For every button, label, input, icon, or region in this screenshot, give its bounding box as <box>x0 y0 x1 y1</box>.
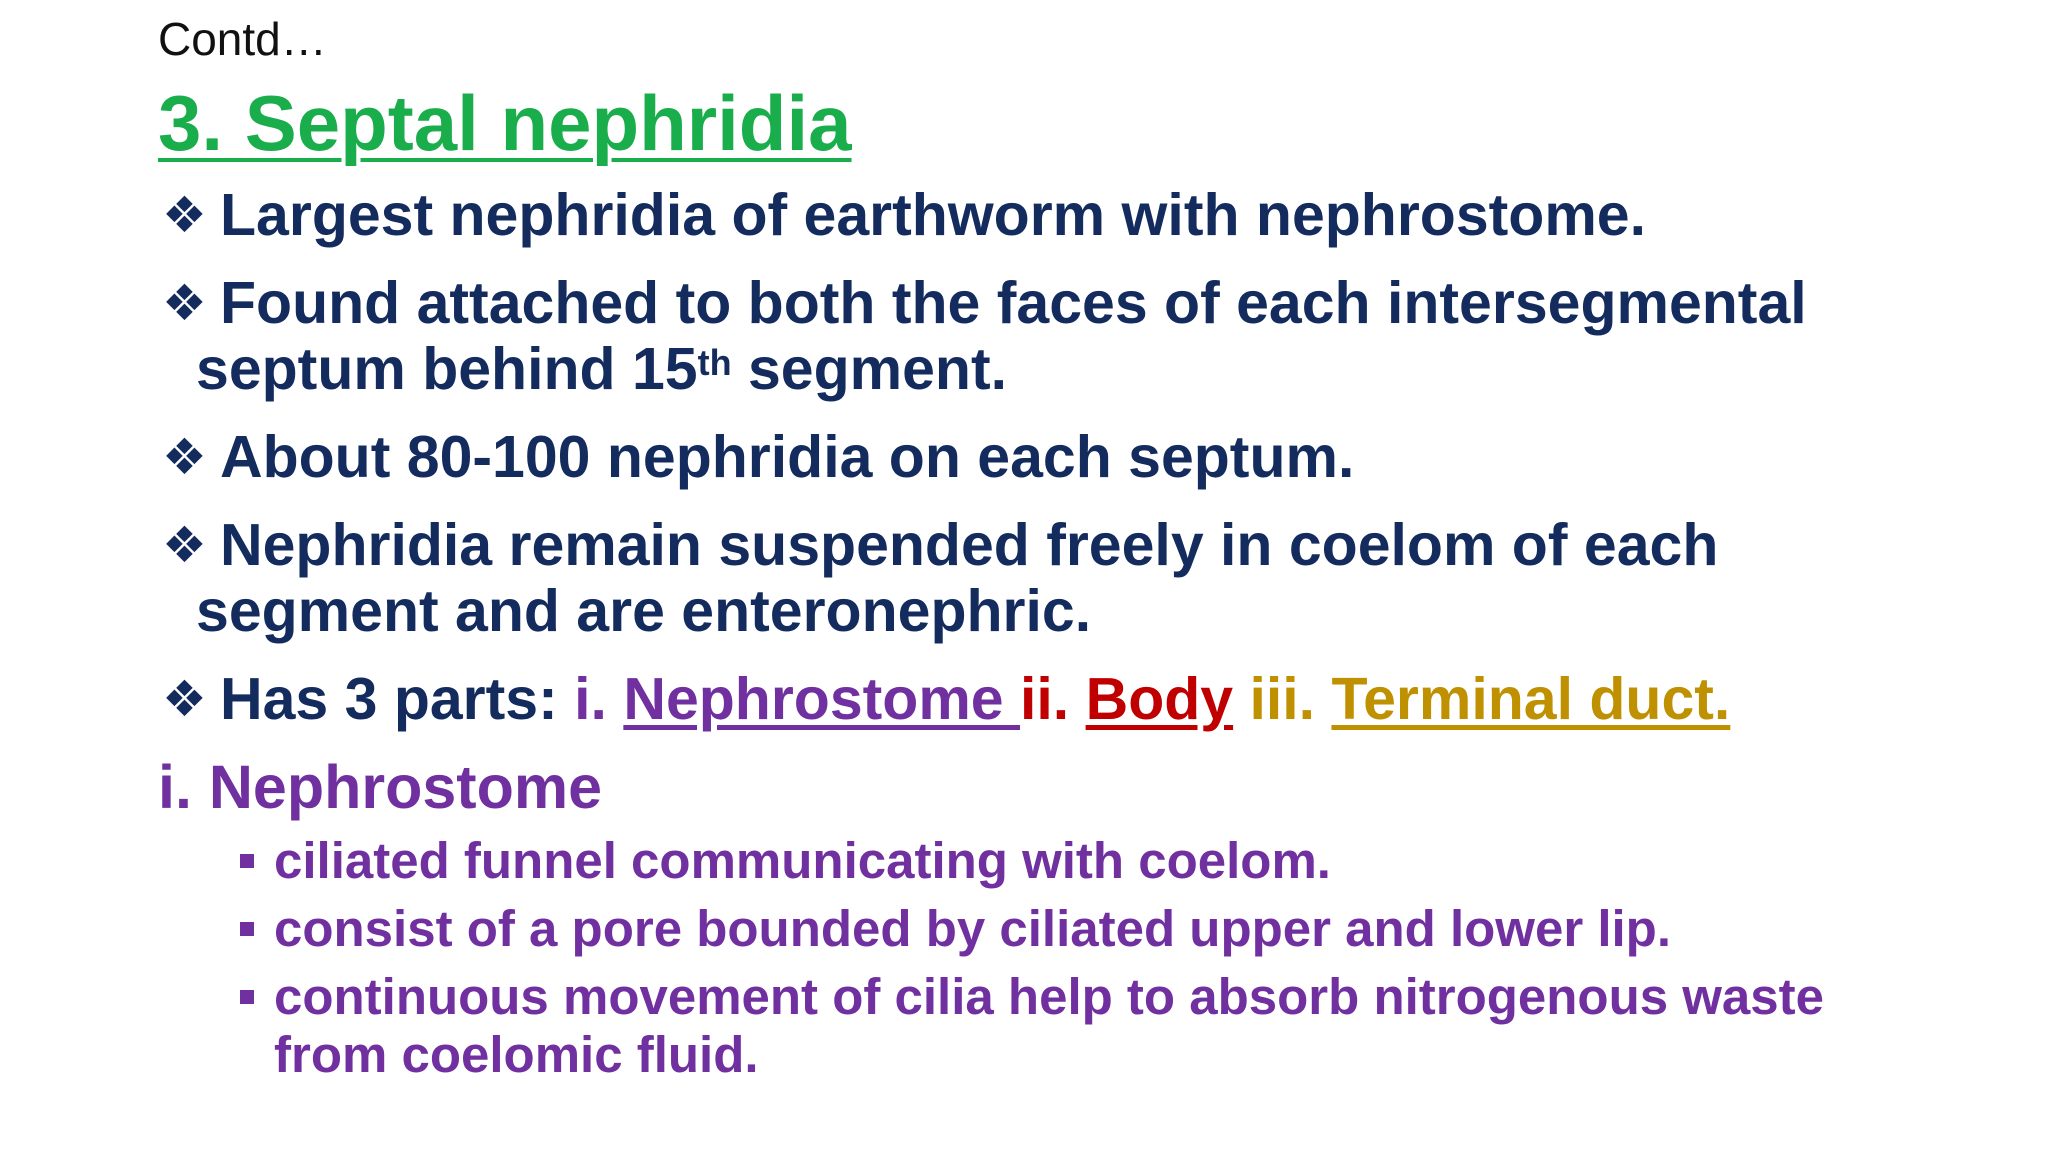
sub-bullet-list <box>240 832 2000 1094</box>
sub-bullet-item <box>240 832 2000 890</box>
bullet-text-continuation <box>196 336 1998 402</box>
bullet-list <box>158 182 1998 754</box>
contd-label: Contd… <box>158 13 327 65</box>
sub-bullet-text: consist of a pore bounded by ciliated upper and lower lip. <box>274 900 1671 957</box>
bullet-text: segment. <box>731 336 1007 402</box>
diamond-bullet-icon: ❖ <box>162 275 207 331</box>
diamond-bullet-icon: ❖ <box>162 187 207 243</box>
sub-bullet-text: ciliated funnel communicating with coelom. <box>274 832 1331 889</box>
subheading-nephrostome: i. Nephrostome <box>158 753 603 821</box>
bullet-text: septum behind 15 <box>196 336 698 402</box>
square-bullet-icon <box>240 990 254 1004</box>
sub-bullet-text: from coelomic fluid. <box>274 1026 759 1083</box>
bullet-text: Found attached to both the faces of each intersegmental <box>220 270 1807 336</box>
part-body: Body <box>1085 666 1234 732</box>
diamond-bullet-icon: ❖ <box>162 671 207 727</box>
part-i-label: i. <box>574 666 624 732</box>
bullet-item-largest <box>158 182 1998 248</box>
bullet-item-attached <box>158 270 1998 402</box>
bullet-item-parts <box>158 666 1998 732</box>
superscript-th: th <box>697 342 732 383</box>
bullet-text: Has 3 parts: <box>220 666 575 732</box>
bullet-item-suspended <box>158 512 1998 644</box>
square-bullet-icon <box>240 854 254 868</box>
sub-bullet-item <box>240 968 2000 1084</box>
part-nephrostome: Nephrostome <box>623 666 1021 732</box>
part-ii-label: ii. <box>1020 666 1086 732</box>
bullet-text: Nephridia remain suspended freely in coelom of each <box>220 512 1719 578</box>
diamond-bullet-icon: ❖ <box>162 429 207 485</box>
slide-title: 3. Septal nephridia <box>158 79 852 167</box>
part-iii-label: iii. <box>1233 666 1332 732</box>
part-terminal-duct: Terminal duct. <box>1331 666 1731 732</box>
diamond-bullet-icon: ❖ <box>162 517 207 573</box>
square-bullet-icon <box>240 922 254 936</box>
bullet-text-continuation: segment and are enteronephric. <box>196 578 1092 644</box>
sub-bullet-item <box>240 900 2000 958</box>
bullet-text: About 80-100 nephridia on each septum. <box>220 424 1355 490</box>
bullet-item-count <box>158 424 1998 490</box>
sub-bullet-text: continuous movement of cilia help to absorb nitrogenous waste <box>274 968 1824 1025</box>
bullet-text: Largest nephridia of earthworm with nephrostome. <box>220 182 1646 248</box>
